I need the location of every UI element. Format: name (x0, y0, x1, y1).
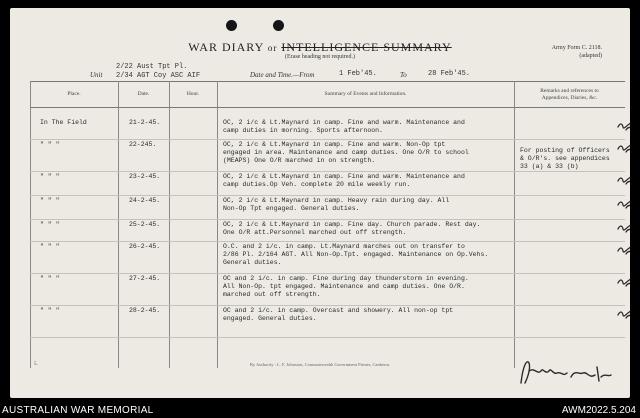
row-rule (30, 241, 625, 242)
entry-summary (223, 173, 465, 189)
table-rule (30, 81, 625, 82)
entry-summary-line: OC, 2 i/c & Lt.Maynard in camp. Fine day. Church parade. Rest day. (223, 221, 481, 228)
title-or: or (267, 43, 278, 53)
entry-date: 25-2-45. (129, 221, 161, 228)
check-mark-icon (614, 118, 630, 134)
page-title (10, 40, 630, 55)
remarks-line: & O/R's. see appendices (520, 154, 610, 162)
entry-summary-line: OC, 2 i/c & Lt.Maynard in camp. Fine and warm. Non-Op tpt (223, 141, 446, 148)
form-number-text: Army Form C. 2118. (551, 45, 602, 51)
entry-place: " " " (40, 243, 60, 250)
entry-summary (223, 307, 453, 323)
archive-reference: AWM2022.5.204 (561, 405, 636, 416)
entry-date: 22-245. (129, 141, 157, 148)
date-from: 1 Feb'45. (339, 70, 377, 78)
entry-summary (223, 197, 449, 213)
unit-label: Unit (90, 71, 103, 79)
punch-hole (226, 20, 237, 31)
table-rule (30, 107, 625, 108)
page-subtitle: (Erase heading not required.) (285, 54, 355, 60)
remarks-line: 33 (a) & 33 (b) (520, 162, 579, 170)
punch-hole (273, 20, 284, 31)
row-rule (30, 171, 625, 172)
title-struck: INTELLIGENCE SUMMARY (281, 40, 452, 54)
col-header-hour: Hour. (186, 91, 200, 97)
entry-date: 26-2-45. (129, 243, 161, 250)
entry-summary (223, 243, 488, 266)
check-mark-icon (614, 220, 630, 236)
col-header-place: Place. (67, 91, 81, 97)
entry-place: " " " (40, 197, 60, 204)
col-header-summary: Summary of Events and Information. (324, 91, 407, 97)
entry-place: " " " (40, 275, 60, 282)
entry-summary-line: OC, 2 i/c & Lt.Maynard in camp. Fine and warm. Maintenance and (223, 119, 465, 126)
entry-summary-line: One O/R att.Personnel marched out off strength. (223, 228, 407, 236)
entry-summary-line: marched out off strength. (223, 290, 321, 298)
entry-summary-line: OC, 2 i/c & Lt.Maynard in camp. Heavy rain during day. All (223, 197, 450, 204)
to-label: To (400, 71, 407, 79)
entry-summary (223, 119, 465, 135)
row-rule (30, 139, 625, 140)
entry-summary-line: OC and 2 i/c. in camp. Fine during day thunderstorm in evening. (223, 275, 469, 282)
signature (515, 353, 615, 391)
archive-institution: AUSTRALIAN WAR MEMORIAL (2, 405, 154, 416)
check-mark-icon (614, 306, 630, 322)
column-rule (514, 81, 515, 368)
entry-date: 21-2-45. (129, 119, 161, 126)
entry-summary-line: All Non-Op. tpt engaged. Maintenance and camp duties. One O/R. (223, 282, 465, 290)
entry-summary-line: Non-Op Tpt engaged. General duties. (223, 204, 360, 212)
check-mark-icon (614, 242, 630, 258)
row-rule (30, 337, 625, 338)
check-mark-icon (614, 196, 630, 212)
diary-table (30, 81, 625, 368)
column-rule (169, 81, 170, 368)
printer-authority: By Authority : L. F. Johnston, Commonwealth Government Printer, Canberra. (249, 362, 391, 367)
entry-place: " " " (40, 221, 60, 228)
form-number (552, 44, 602, 61)
entry-summary-line: camp duties in morning. Sports afternoon. (223, 126, 383, 134)
check-mark-icon (614, 274, 630, 290)
entry-summary (223, 275, 469, 298)
check-mark-icon (614, 140, 630, 156)
entry-summary-line: engaged. General duties. (223, 314, 317, 322)
row-rule (30, 195, 625, 196)
entry-date: 24-2-45. (129, 197, 161, 204)
remarks-note (520, 147, 610, 170)
row-rule (30, 273, 625, 274)
col-header-remarks-1: Remarks and references to (540, 88, 599, 94)
entry-summary-line: General duties. (223, 258, 282, 266)
entry-summary (223, 141, 469, 164)
date-to: 28 Feb'45. (428, 70, 471, 78)
entry-summary-line: (MEAPS) One O/R marched in on strength. (223, 156, 376, 164)
entry-summary (223, 221, 480, 237)
column-rule (30, 81, 31, 368)
unit-line-2: 2/34 AGT Coy ASC AIF (116, 72, 201, 81)
entry-summary-line: engaged in area. Maintenance and camp duties. One O/R to school (223, 148, 469, 156)
entry-summary-line: O.C. and 2 i/c. in camp. Lt.Maynard marches out on transfer to (223, 243, 465, 250)
page-number: 5. (34, 362, 38, 367)
remarks-line: For posting of Officers (520, 147, 610, 154)
unit-line-1: 2/22 Aust Tpt Pl. (116, 63, 188, 71)
entry-place: " " " (40, 307, 60, 314)
entry-place: " " " (40, 141, 60, 148)
entry-place: In The Field (40, 119, 87, 126)
entry-date: 23-2-45. (129, 173, 161, 180)
title-main: WAR DIARY (188, 40, 264, 54)
diary-page (10, 8, 630, 398)
datetime-label: Date and Time.—From (250, 71, 315, 79)
col-header-date: Date. (137, 91, 150, 97)
form-note-text: (adapted) (579, 53, 602, 60)
entry-summary-line: OC and 2 i/c. in camp. Overcast and showery. All non-op tpt (223, 307, 454, 314)
entry-date: 27-2-45. (129, 275, 161, 282)
entry-summary-line: camp duties.Op Veh. complete 20 mile weekly run. (223, 180, 411, 188)
entry-summary-line: OC, 2 i/c & Lt.Maynard in camp. Fine and warm. Maintenance and (223, 173, 465, 180)
entry-date: 28-2-45. (129, 307, 161, 314)
column-rule (217, 81, 218, 368)
col-header-remarks-2: Appendices, Diaries, &c. (541, 95, 598, 102)
row-rule (30, 305, 625, 306)
column-rule (118, 81, 119, 368)
col-header-remarks (514, 88, 625, 102)
entry-place: " " " (40, 173, 60, 180)
check-mark-icon (614, 172, 630, 188)
row-rule (30, 219, 625, 220)
entry-summary-line: 2/86 Pl. 2/164 AGT. All Non-Op.Tpt. engaged. Maintenance on Op.Vehs. (223, 250, 489, 258)
unit-value (116, 63, 200, 82)
